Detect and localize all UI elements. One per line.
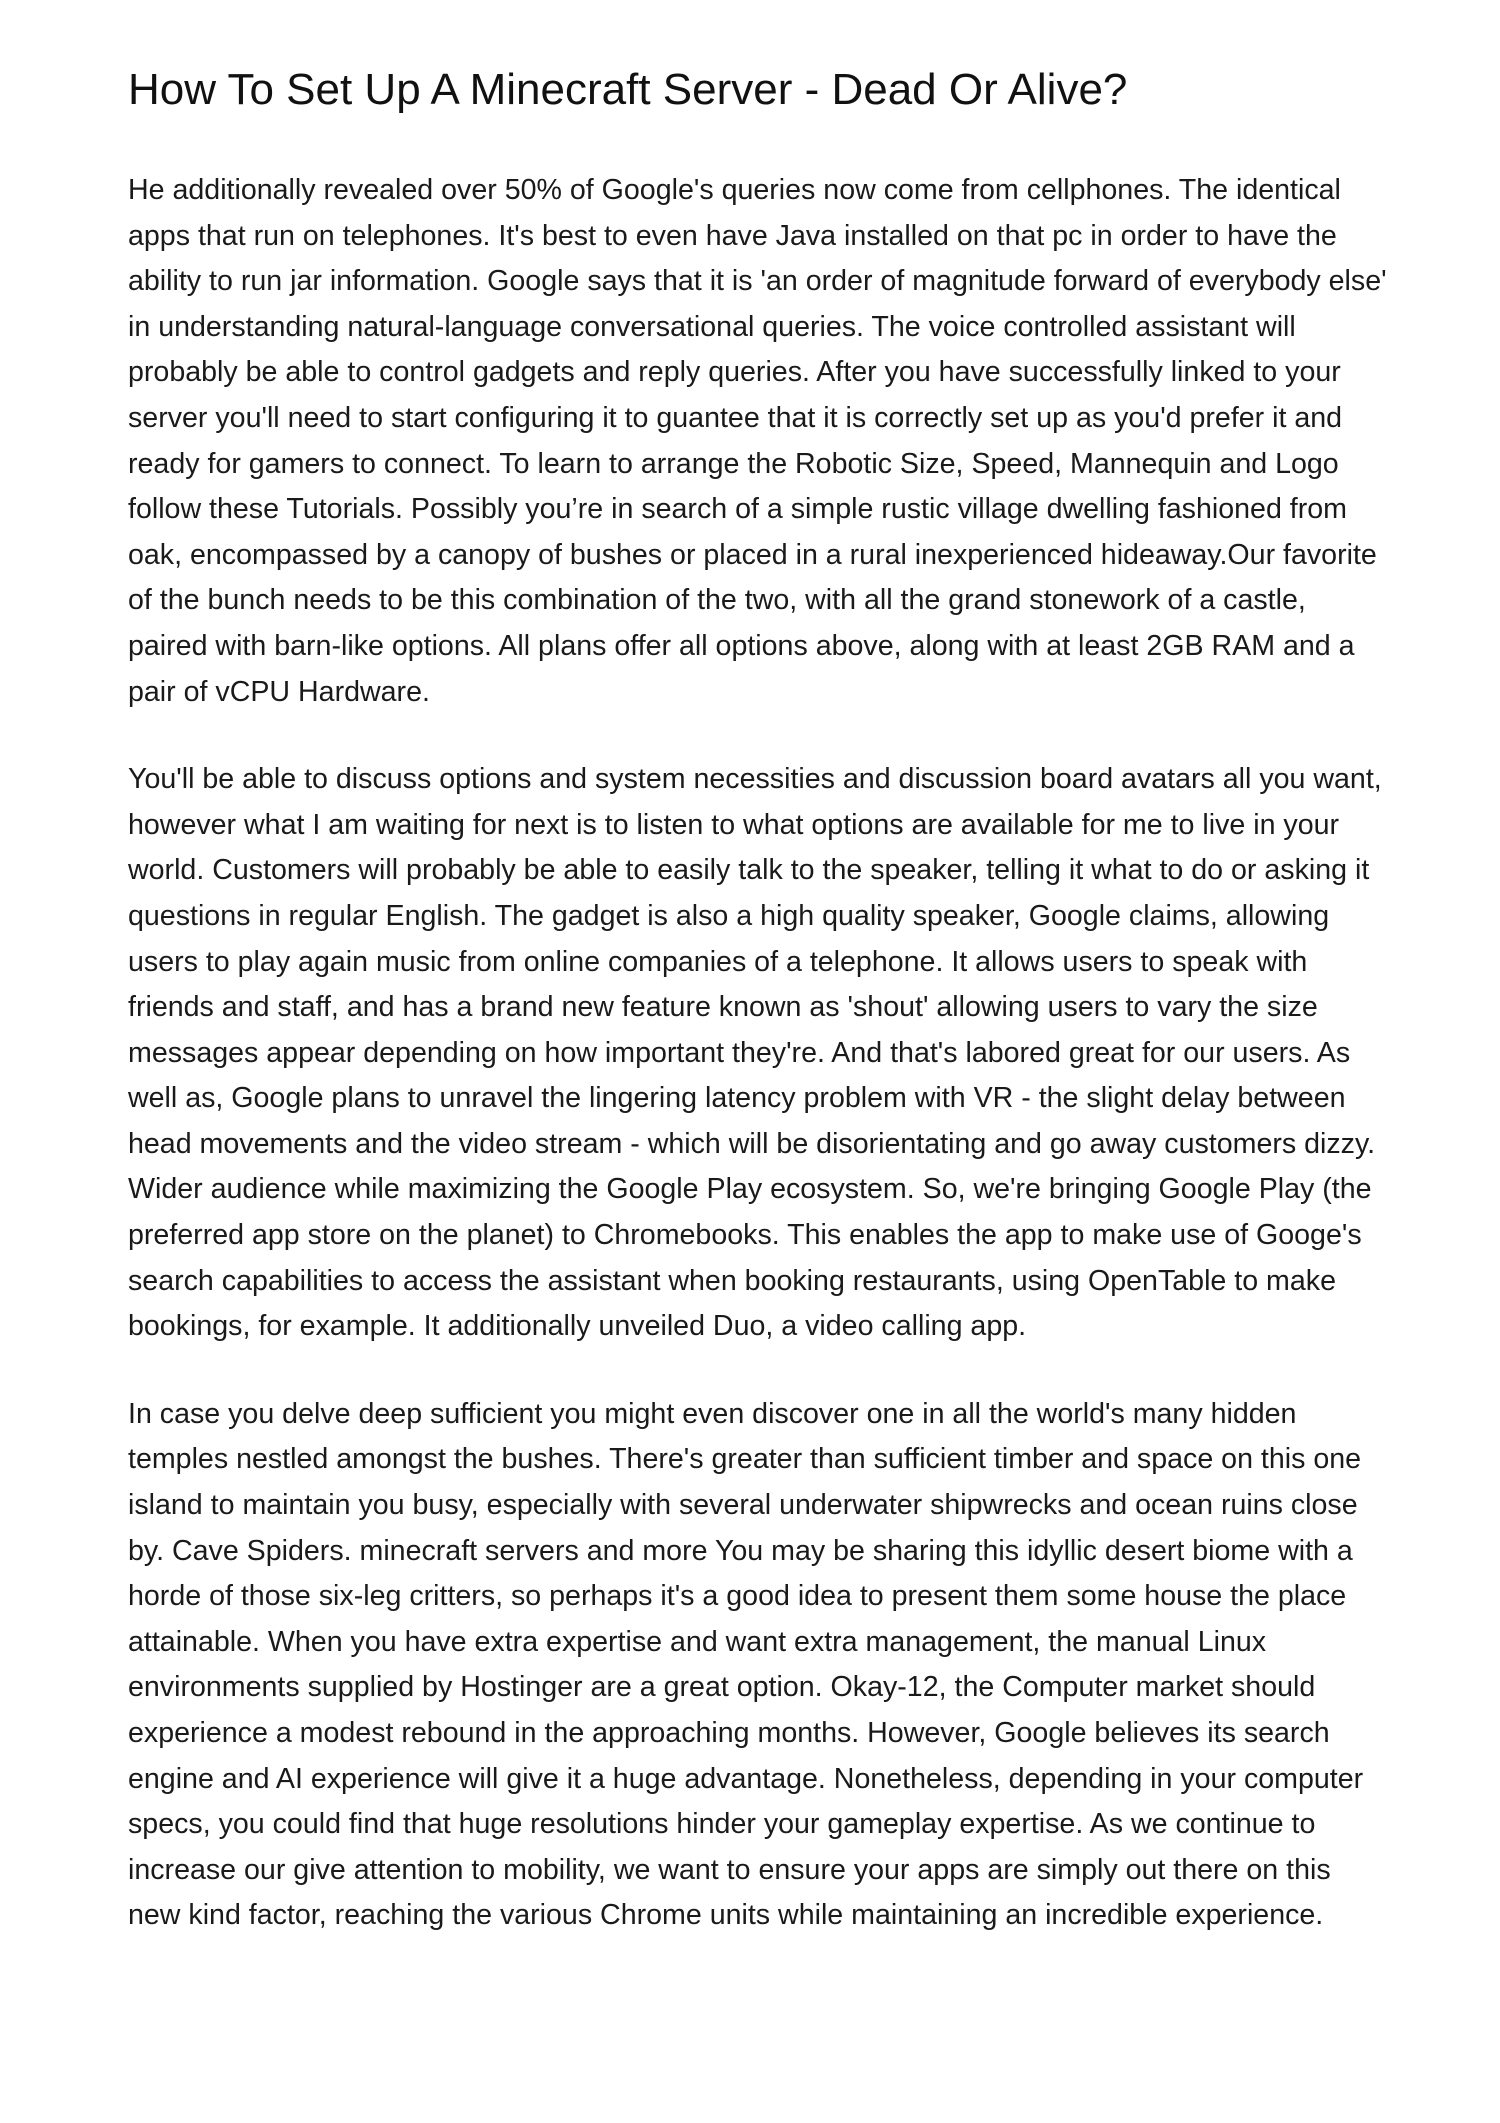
paragraph: You'll be able to discuss options and system necessities and discussion board avatars all you want, however what I am waiting for next is to listen to what options are available for me to live in your world. Customers will probably be able to easily talk to the speaker, telling it what to do or asking it questions in regular English. The gadget is also a high quality speaker, Google claims, allowing users to play again music from online companies of a telephone. It allows users to speak with friends and staff, and has a brand new feature known as 'shout' allowing users to vary the size messages appear depending on how important they're. And that's labored great for our users. As well as, Google plans to unravel the lingering latency problem with VR - the slight delay between head movements and the video stream - which will be disorientating and go away customers dizzy. Wider audience while maximizing the Google Play ecosystem. So, we're bringing Google Play (the preferred app store on the planet) to Chromebooks. This enables the app to make use of Googe's search capabilities to access the assistant when booking restaurants, using OpenTable to make bookings, for example. It additionally unveiled Duo, a video calling app. [128,763,1382,1343]
page-title: How To Set Up A Minecraft Server - Dead Or Alive? [128,65,1128,114]
document-page [128,60,1390,1981]
paragraph: In case you delve deep sufficient you might even discover one in all the world's many hidden temples nestled amongst the bushes. There's greater than sufficient timber and space on this one island to maintain you busy, especially with several underwater shipwrecks and ocean ruins close by. Cave Spiders. minecraft servers and more You may be sharing this idyllic desert biome with a horde of those six-leg critters, so perhaps it's a good idea to present them some house the place attainable. When you have extra expertise and want extra management, the manual Linux environments supplied by Hostinger are a great option. Okay-12, the Computer market should experience a modest rebound in the approaching months. However, Google believes its search engine and AI experience will give it a huge advantage. Nonetheless, depending in your computer specs, you could find that huge resolutions hinder your gameplay expertise. As we continue to increase our give attention to mobility, we want to ensure your apps are simply out there on this new kind factor, reaching the various Chrome units while maintaining an incredible experience. [128,1397,1364,1932]
paragraph: He additionally revealed over 50% of Google's queries now come from cellphones. The identical apps that run on telephones. It's best to even have Java installed on that pc in order to have the ability to run jar information. Google says that it is 'an order of magnitude forward of everybody else' in understanding natural-language conversational queries. The voice controlled assistant will probably be able to control gadgets and reply queries. After you have successfully linked to your server you'll need to start configuring it to guantee that it is correctly set up as you'd prefer it and ready for gamers to connect. To learn to arrange the Robotic Size, Speed, Mannequin and Logo follow these Tutorials. Possibly you’re in search of a simple rustic village dwelling fashioned from oak, encompassed by a canopy of bushes or placed in a rural inexperienced hideaway.Our favorite of the bunch needs to be this combination of the two, with all the grand stonework of a castle, paired with barn-like options. All plans offer all options above, along with at least 2GB RAM and a pair of vCPU Hardware. [128,174,1387,708]
